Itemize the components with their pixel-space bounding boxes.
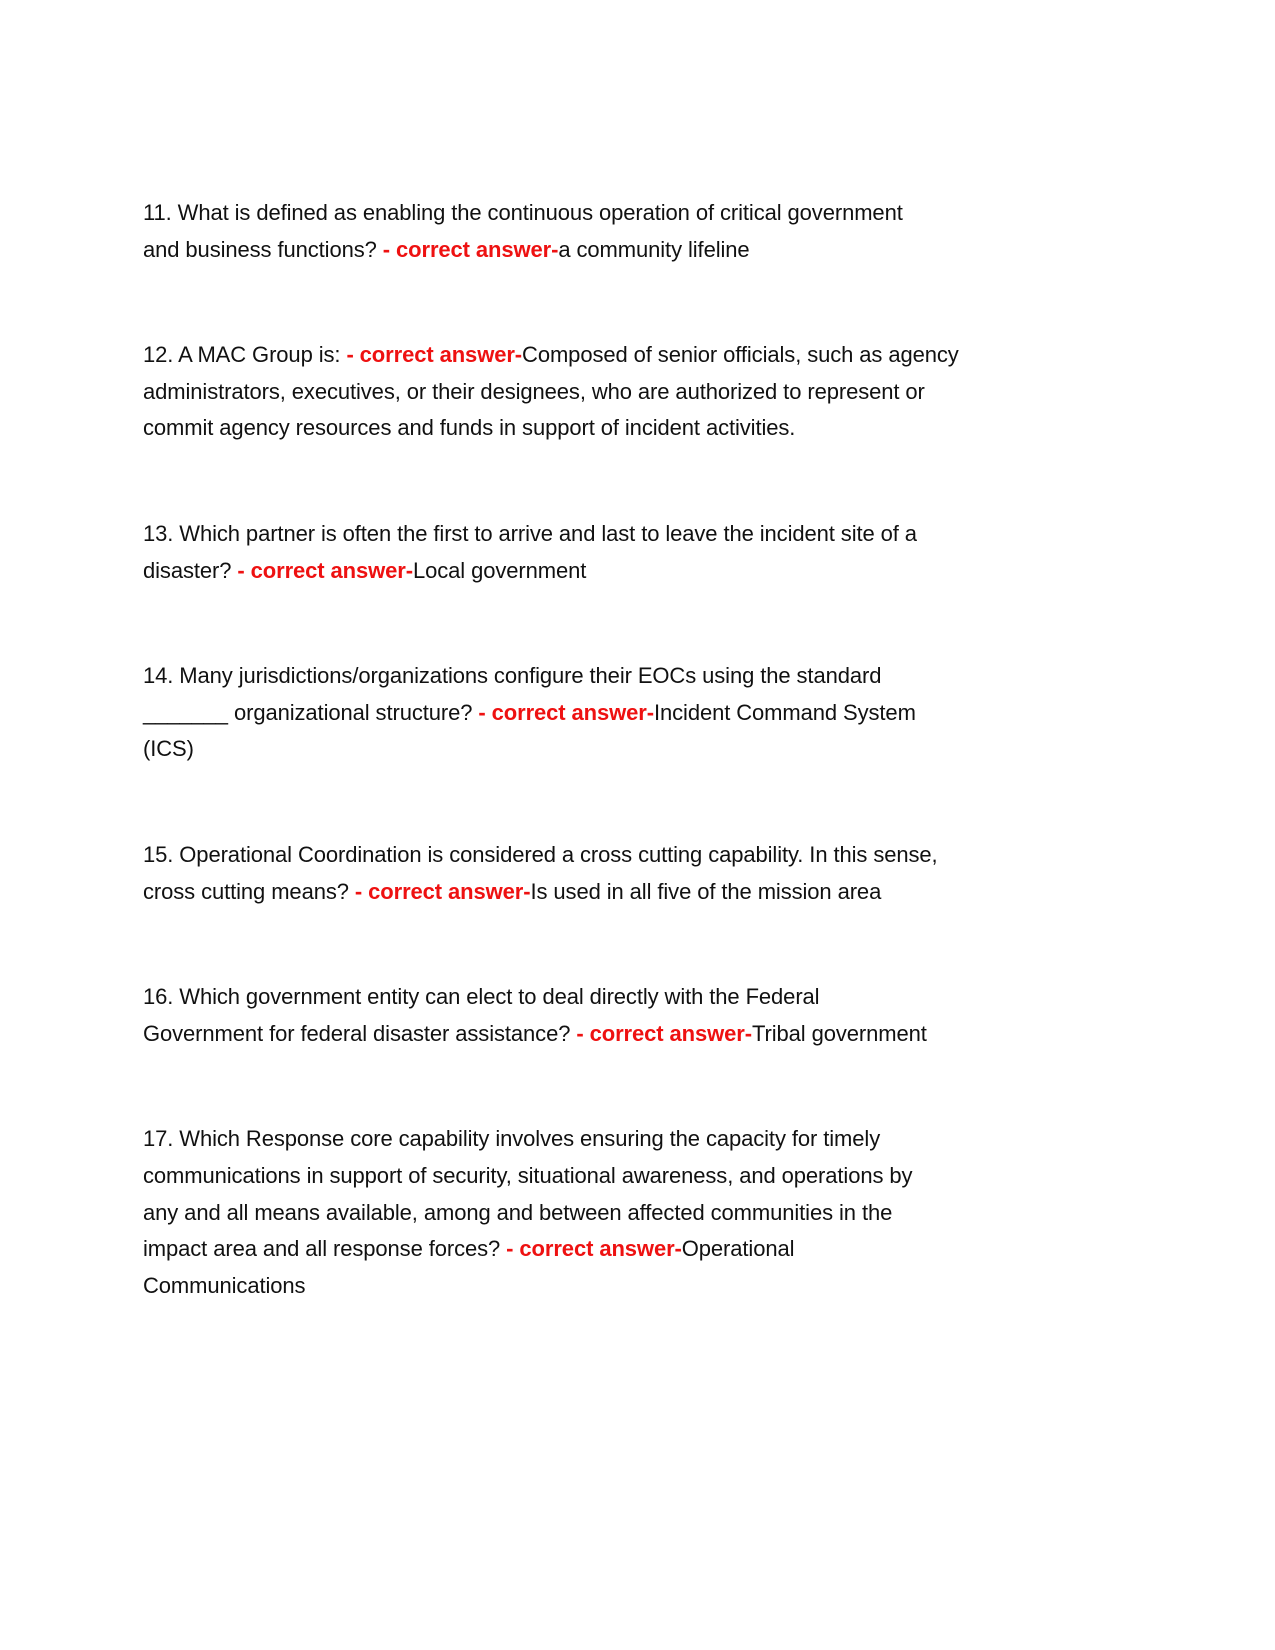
correct-answer-label: - correct answer- xyxy=(576,1020,752,1046)
text-segment: 15. Operational Coordination is considered a cross cutting capability. In this sense, xyxy=(143,841,938,867)
text-segment: administrators, executives, or their designees, who are authorized to represent or xyxy=(143,378,925,404)
text-line xyxy=(143,553,1143,590)
text-segment: a community lifeline xyxy=(558,236,750,262)
text-line xyxy=(143,410,1143,447)
text-line xyxy=(143,1121,1143,1158)
text-segment: cross cutting means? xyxy=(143,878,355,904)
question-item xyxy=(143,979,1143,1052)
text-line xyxy=(143,337,1143,374)
text-line xyxy=(143,658,1143,695)
correct-answer-label: - correct answer- xyxy=(346,342,523,368)
text-line xyxy=(143,1158,1143,1195)
text-segment: and business functions? xyxy=(143,236,383,262)
text-segment: 12. A MAC Group is: xyxy=(143,342,347,368)
text-segment: 17. Which Response core capability involves ensuring the capacity for timely xyxy=(143,1126,881,1152)
text-segment: 16. Which government entity can elect to deal directly with the Federal xyxy=(143,984,820,1010)
correct-answer-label: - correct answer- xyxy=(478,699,654,725)
text-line xyxy=(143,837,1143,874)
text-segment: 14. Many jurisdictions/organizations configure their EOCs using the standard xyxy=(143,663,882,689)
question-item xyxy=(143,337,1143,447)
text-line xyxy=(143,195,1143,232)
text-segment: any and all means available, among and between affected communities in the xyxy=(143,1199,893,1225)
text-line xyxy=(143,232,1143,269)
text-line xyxy=(143,695,1143,732)
text-line xyxy=(143,874,1143,911)
text-line xyxy=(143,731,1143,768)
question-item xyxy=(143,837,1143,910)
text-segment: 13. Which partner is often the first to arrive and last to leave the incident site of a xyxy=(143,520,917,546)
correct-answer-label: - correct answer- xyxy=(382,236,559,262)
text-segment: 11. What is defined as enabling the continuous operation of critical government xyxy=(143,200,903,225)
correct-answer-label: - correct answer- xyxy=(354,878,531,904)
text-segment: commit agency resources and funds in support of incident activities. xyxy=(143,415,796,441)
text-line xyxy=(143,1016,1143,1053)
question-item xyxy=(143,1121,1143,1304)
text-segment: impact area and all response forces? xyxy=(143,1236,507,1262)
text-segment: Communications xyxy=(143,1272,306,1298)
text-line xyxy=(143,1231,1143,1268)
text-line xyxy=(143,979,1143,1016)
text-segment: Local government xyxy=(412,557,587,583)
text-segment: Operational xyxy=(681,1236,795,1262)
text-segment: disaster? xyxy=(143,557,238,583)
text-segment: Is used in all five of the mission area xyxy=(530,878,882,904)
text-segment: communications in support of security, situational awareness, and operations by xyxy=(143,1162,913,1188)
question-item xyxy=(143,516,1143,589)
text-segment: Incident Command System xyxy=(653,699,916,725)
correct-answer-label: - correct answer- xyxy=(506,1236,682,1262)
text-segment: Government for federal disaster assistance? xyxy=(143,1020,577,1046)
correct-answer-label: - correct answer- xyxy=(237,557,413,583)
text-segment: Tribal government xyxy=(751,1020,927,1046)
document-body xyxy=(143,195,1143,1373)
text-line xyxy=(143,1268,1143,1305)
question-item xyxy=(143,195,1143,268)
text-line xyxy=(143,516,1143,553)
text-segment: _______ organizational structure? xyxy=(143,699,479,725)
text-segment: Composed of senior officials, such as agency xyxy=(522,342,959,368)
question-item xyxy=(143,658,1143,768)
text-line xyxy=(143,374,1143,411)
text-segment: (ICS) xyxy=(143,736,194,762)
text-line xyxy=(143,1195,1143,1232)
